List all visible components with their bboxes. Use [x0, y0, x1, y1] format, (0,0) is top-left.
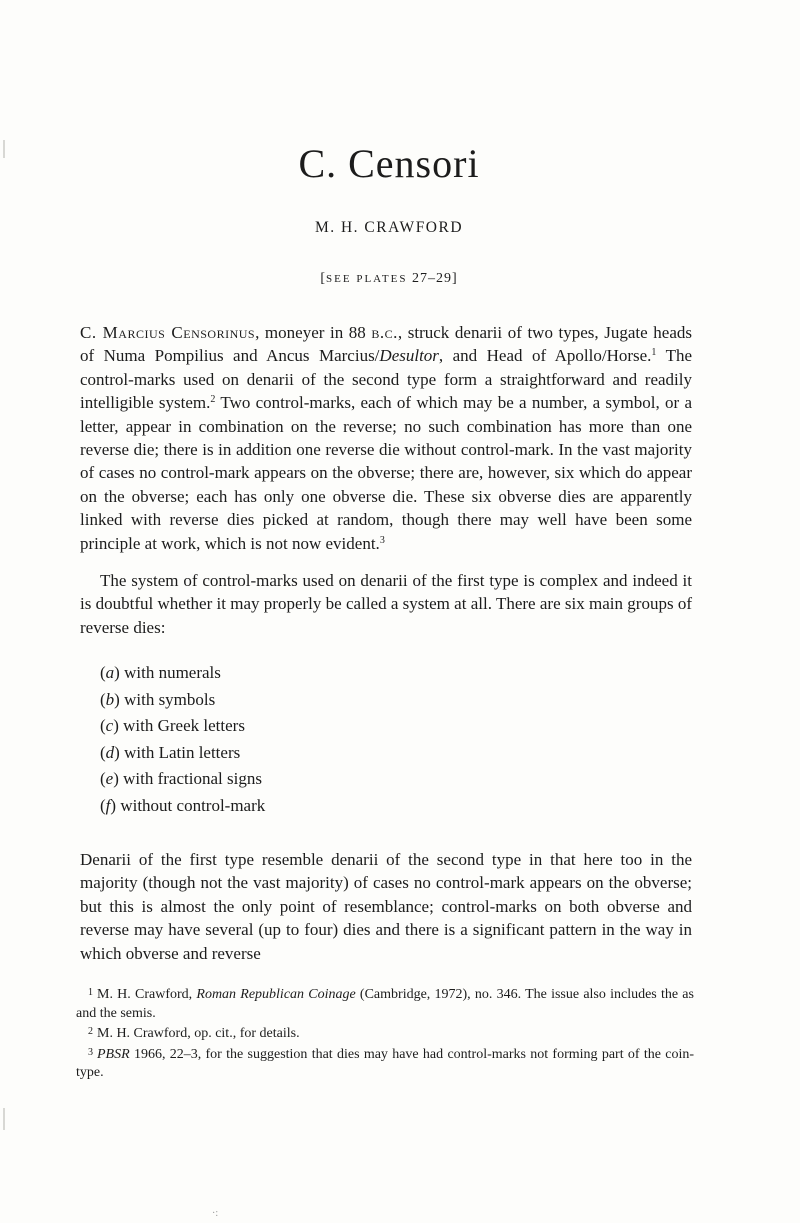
list-item: (f) without control-mark: [100, 795, 266, 815]
book-title: Roman Republican Coinage: [196, 987, 356, 1002]
footnote-number: 2: [88, 1026, 93, 1037]
paragraph-1-text: , moneyer in 88: [255, 323, 372, 342]
footnote-number: 1: [88, 987, 93, 998]
list-text: without control-mark: [120, 795, 266, 815]
desultor-term: Desultor: [379, 346, 439, 366]
footnote-3: [76, 1044, 694, 1083]
list-letter: d: [105, 742, 115, 762]
list-item: (b) with symbols: [100, 689, 216, 709]
footnote-ref-1: 1: [651, 347, 657, 359]
paragraph-3: Denarii of the first type resemble denarii of the second type in that here too in the majority (though not the vast majority) of cases no control-mark appears on the obverse; but this is almost the only point of resemblance; control-marks on both obverse and reverse may have several (up to four) dies and there is a significant pattern in the way in which obverse and reverse: [80, 850, 692, 963]
paragraph-1-text: , and Head of Apollo/Horse.: [438, 346, 652, 366]
footnote-number: 3: [88, 1046, 93, 1058]
list-text: with Latin letters: [124, 742, 241, 762]
moneyer-name: C. Marcius Censorinus: [80, 323, 256, 342]
paragraph-1-text: , struck denarii of two types, Jugate heads of Numa Pompilius and Ancus Marcius/: [80, 323, 692, 366]
paragraph-1: [80, 321, 692, 555]
reverse-die-groups: [100, 660, 265, 820]
list-letter: c: [105, 716, 114, 736]
footnote-1: [76, 984, 694, 1023]
list-letter: b: [105, 689, 115, 709]
footnotes: [76, 984, 694, 1083]
list-item: (a) with numerals: [100, 663, 221, 682]
list-letter: a: [105, 663, 115, 682]
scan-speck: ·:: [212, 1208, 219, 1219]
footnote-text: (Cambridge, 1972), no. 346. The issue also includes the as and the semis.: [76, 987, 694, 1021]
list-item: (c) with Greek letters: [100, 716, 245, 736]
paragraph-1-text: Two control-marks, each of which may be a number, a symbol, or a letter, appear in combination on the reverse; no such combination has more than one reverse die; there is in addition one reverse die without control-mark. In the vast majority of cases no control-mark appears on the obverse; there are, however, six which do appear on the obverse; each has only one obverse die. These six obverse dies are apparently linked with reverse dies picked at random, though there may well have been some principle at work, which is not now evident.: [80, 393, 692, 553]
footnote-text: M. H. Crawford,: [97, 987, 197, 1002]
footnote-ref-3: 3: [379, 534, 385, 546]
list-letter: f: [105, 795, 111, 815]
footnote-text: M. H. Crawford, op. cit., for details.: [97, 1026, 300, 1041]
plates-bracket: [: [320, 271, 327, 286]
scan-edge-mark: [3, 1108, 5, 1130]
footnote-ref-2: 2: [210, 394, 216, 406]
plates-reference: [0, 271, 778, 287]
paragraph-1-text: The control-marks used on denarii of the second type form a straightforward and readily intelligible system.: [80, 346, 692, 413]
plates-label: SEE PLATES: [326, 273, 408, 285]
article-title: C. Censori: [298, 141, 480, 186]
paragraph-2: The system of control-marks used on denarii of the first type is complex and indeed it is doubtful whether it may properly be called a system at all. There are six main groups of reverse dies:: [80, 571, 692, 637]
article-author: M. H. CRAWFORD: [314, 219, 464, 236]
list-item: (e) with fractional signs: [100, 769, 262, 789]
list-item: (d) with Latin letters: [100, 742, 241, 762]
list-letter: e: [105, 769, 114, 789]
list-text: with symbols: [124, 689, 216, 709]
date-bc: b.c.: [371, 323, 398, 342]
list-text: with Greek letters: [123, 716, 245, 736]
plates-range: 27–29]: [411, 271, 458, 286]
footnote-text: 1966, 22–3, for the suggestion that dies may have had control-marks not forming part of the coin-type.: [76, 1046, 694, 1080]
footnote-2: [76, 1023, 694, 1044]
journal-abbrev: PBSR: [97, 1046, 130, 1062]
list-text: with fractional signs: [123, 769, 262, 789]
list-text: with numerals: [124, 663, 221, 682]
